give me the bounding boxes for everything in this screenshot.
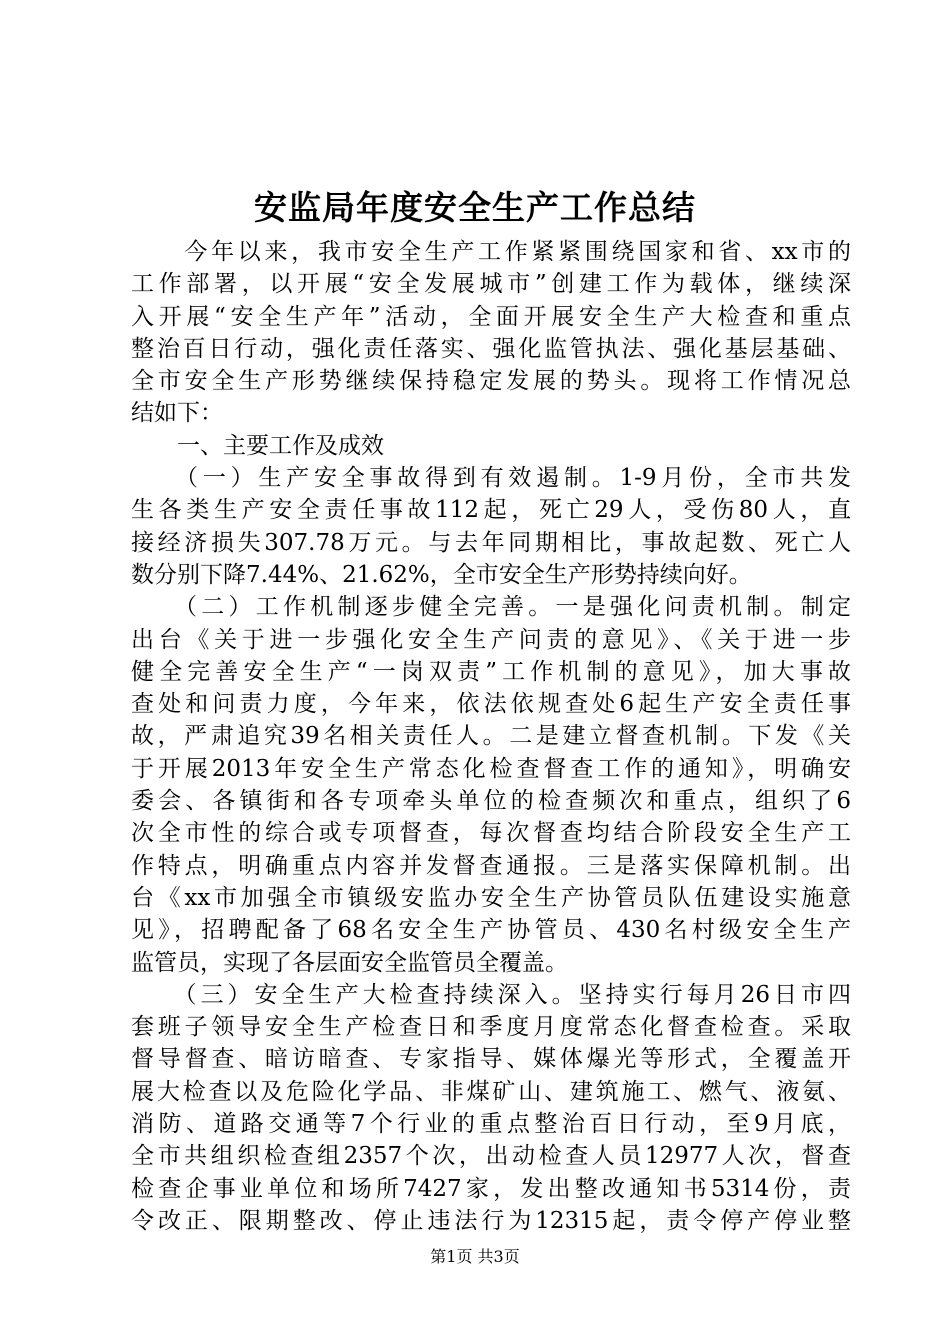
body-line: 全市共组织检查组2357个次，出动检查人员12977人次，督查 <box>131 1143 851 1170</box>
body-line: （一）生产安全事故得到有效遏制。1-9月份，全市共发 <box>131 465 851 492</box>
body-line: 今年以来，我市安全生产工作紧紧围绕国家和省、xx市的 <box>131 239 851 265</box>
body-line: 消防、道路交通等7个行业的重点整治百日行动，至9月底， <box>131 1111 851 1138</box>
body-line: 一、主要工作及成效 <box>131 432 384 459</box>
body-line: 整治百日行动，强化责任落实、强化监管执法、强化基层基础、 <box>131 335 851 362</box>
body-line: 于开展2013年安全生产常态化检查督查工作的通知》，明确安 <box>131 755 851 782</box>
body-line: 令改正、限期整改、停止违法行为12315起，责令停产停业整 <box>131 1207 851 1234</box>
body-line: 次全市性的综合或专项督查，每次督查均结合阶段安全生产工 <box>131 820 851 847</box>
body-line: 委会、各镇街和各专项牵头单位的检查频次和重点，组织了6 <box>131 788 851 815</box>
body-line: 检查企事业单位和场所7427家，发出整改通知书5314份，责 <box>131 1175 851 1202</box>
body-line: 出台《关于进一步强化安全生产问责的意见》、《关于进一步 <box>131 626 851 653</box>
body-line: 台《xx市加强全市镇级安监办安全生产协管员队伍建设实施意 <box>131 884 851 911</box>
body-line: 展大检查以及危险化学品、非煤矿山、建筑施工、燃气、液氨、 <box>131 1078 851 1105</box>
body-line: 查处和问责力度，今年来，依法依规查处6起生产安全责任事 <box>131 691 851 718</box>
body-line: 数分别下降7.44%、21.62%，全市安全生产形势持续向好。 <box>131 561 752 588</box>
body-line: 结如下： <box>131 400 223 427</box>
body-line: 全市安全生产形势继续保持稳定发展的势头。现将工作情况总 <box>131 368 851 395</box>
body-line: 监管员，实现了各层面安全监管员全覆盖。 <box>131 949 568 976</box>
body-line: 入开展“安全生产年”活动，全面开展安全生产大检查和重点 <box>131 303 851 330</box>
body-line: 见》，招聘配备了68名安全生产协管员、430名村级安全生产 <box>131 917 851 944</box>
body-line: 接经济损失307.78万元。与去年同期相比，事故起数、死亡人 <box>131 529 851 556</box>
body-line: （二）工作机制逐步健全完善。一是强化问责机制。制定 <box>131 594 851 621</box>
body-line: 工作部署，以开展“安全发展城市”创建工作为载体，继续深 <box>131 271 851 298</box>
document-body <box>131 236 851 1237</box>
page-footer: 第1页 共3页 <box>430 1247 520 1266</box>
body-line: （三）安全生产大检查持续深入。坚持实行每月26日市四 <box>131 981 851 1008</box>
body-line: 套班子领导安全生产检查日和季度月度常态化督查检查。采取 <box>131 1014 851 1041</box>
body-line: 作特点，明确重点内容并发督查通报。三是落实保障机制。出 <box>131 852 851 879</box>
body-line: 督导督查、暗访暗查、专家指导、媒体爆光等形式，全覆盖开 <box>131 1046 851 1073</box>
document-title: 安监局年度安全生产工作总结 <box>254 188 696 227</box>
body-line: 生各类生产安全责任事故112起，死亡29人，受伤80人，直 <box>131 497 851 524</box>
body-line: 健全完善安全生产“一岗双责”工作机制的意见》，加大事故 <box>131 658 851 685</box>
body-line: 故，严肃追究39名相关责任人。二是建立督查机制。下发《关 <box>131 723 851 750</box>
